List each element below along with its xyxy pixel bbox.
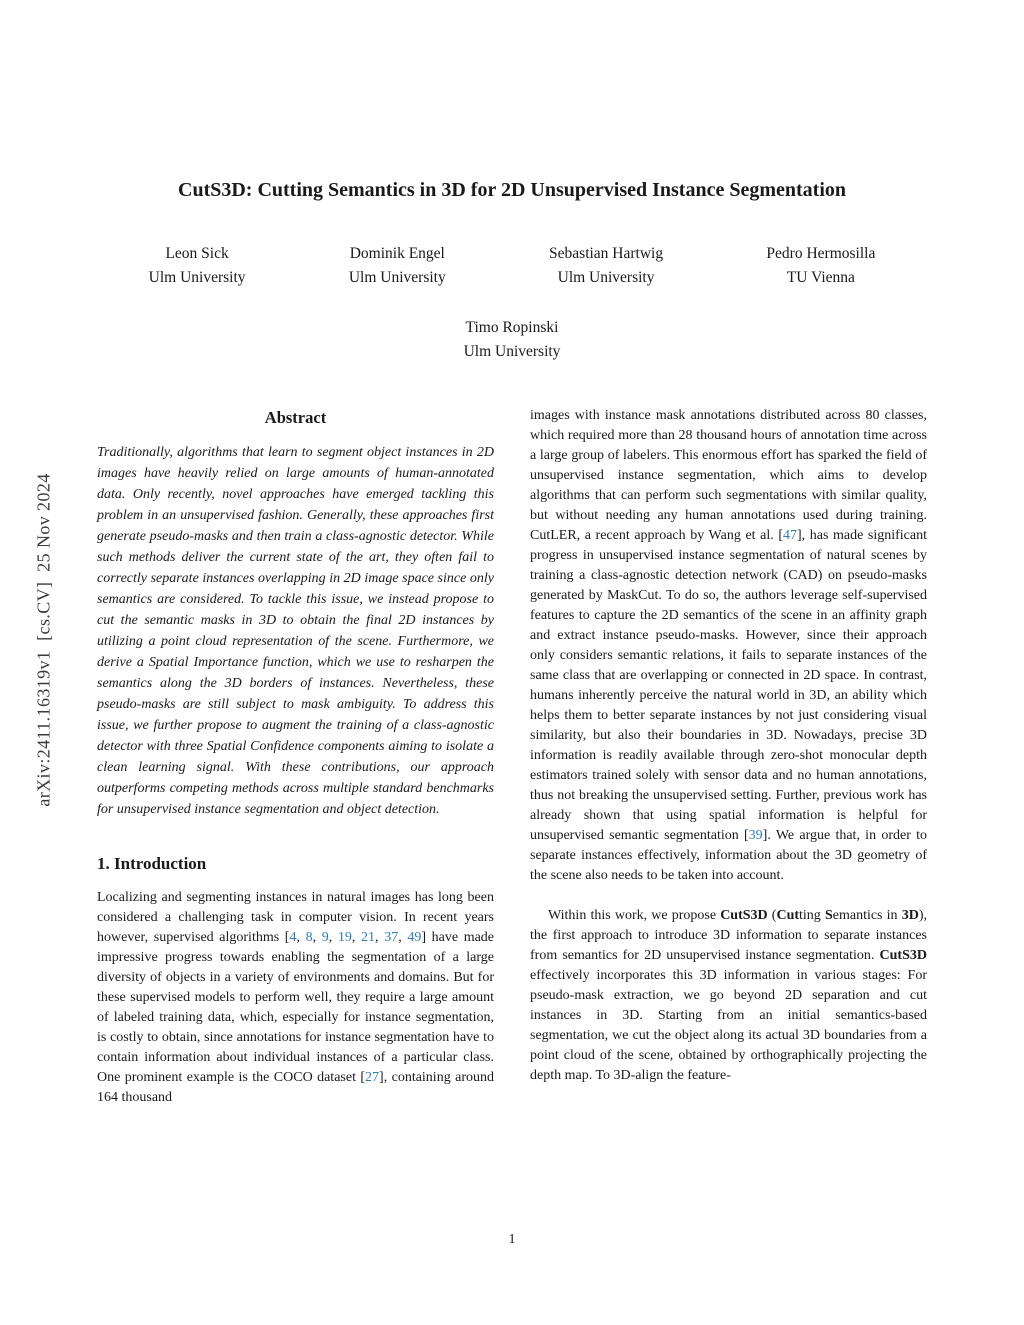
paper-title: CutS3D: Cutting Semantics in 3D for 2D Unsupervised Instance Segmentation [178,179,846,201]
author-name: Sebastian Hartwig [549,245,664,262]
author-entry [464,316,561,364]
citation-link[interactable]: 47 [783,528,797,543]
page-number: 1 [508,1232,516,1247]
text-segment: ]. We argue that, in order to separate instances effectively, information about the 3D geometry of the scene also needs to be taken into account. [530,828,927,883]
body-paragraph [530,406,927,886]
citation-link[interactable]: 27 [365,1070,380,1085]
text-segment: , [312,930,322,945]
two-column-body [97,406,927,1108]
abstract-text: Traditionally, algorithms that learn to segment object instances in 2D images have heavily relied on large amounts of human-annotated data. Only recently, novel approaches have emerged tackling this problem in an unsupervised fashion. Generally, these approaches first generate pseudo-masks and then train a class-agnostic detector. While such methods deliver the current state of the art, they often fail to correctly separate instances overlapping in 2D image space since only semantics are considered. To tackle this issue, we instead propose to cut the semantic masks in 3D to obtain the final 2D instances by utilizing a point cloud representation of the scene. Furthermore, we derive a Spatial Importance function, which we use to resharpen the semantics along the 3D borders of instances. Nevertheless, these pseudo-masks are still subject to mask ambiguity. To address this issue, we further propose to augment the training of a class-agnostic detector with three Spatial Confidence components aiming to isolate a clean learning signal. With these contributions, our approach outperforms competing methods across multiple standard benchmarks for unsupervised instance segmentation and object detection. [97,445,494,817]
author-name: Leon Sick [165,245,229,262]
text-segment: ( [767,908,777,923]
author-entry [766,242,875,290]
citation-link[interactable]: 19 [337,930,352,945]
paper-content [97,178,927,1108]
text-segment: 3D [901,908,919,923]
text-segment: ), the first approach to introduce 3D information to separate instances from semantics for 2D unsupervised instance segmentation. [530,908,927,963]
author-name: Dominik Engel [349,245,445,262]
text-segment: S [824,908,833,923]
text-segment: , [398,930,408,945]
text-segment: , [351,930,362,945]
left-column [97,406,494,1108]
text-segment: Within this work, we propose [548,908,721,923]
text-segment: effectively incorporates this 3D information in various stages: For pseudo-mask extraction, we go beyond 2D separation and cut instances in 3D. Starting from an initial semantics-based segmentation, we cut the object along its actual 3D boundaries from a point cloud of the scene, obtained by orthographically projecting the depth map. To 3D-align the feature- [530,968,927,1083]
text-segment: , [328,930,338,945]
author-block-row2 [97,316,927,364]
text-segment: ], containing around 164 thousand [97,1070,494,1105]
text-segment: emantics in [832,908,902,923]
text-segment: , [296,930,306,945]
text-segment: , [375,930,385,945]
text-segment: ting [799,908,825,923]
text-segment: CutS3D [720,908,768,923]
author-affiliation: Ulm University [348,269,446,286]
citation-link[interactable]: 4 [289,930,297,945]
right-column [530,406,927,1108]
citation-link[interactable]: 21 [361,930,376,945]
author-block-row1 [97,242,927,290]
author-affiliation: Ulm University [463,343,561,360]
text-segment: Localizing and segmenting instances in natural images has long been considered a challenging task in computer vision. In recent years however, supervised algorithms [ [97,890,494,945]
arxiv-watermark: arXiv:2411.16319v1 [cs.CV] 25 Nov 2024 [33,473,54,807]
abstract-heading: Abstract [264,408,327,427]
text-segment: CutS3D [879,948,927,963]
author-name: Pedro Hermosilla [766,245,876,262]
author-name: Timo Ropinski [465,319,559,336]
author-entry [349,242,446,290]
section-heading-introduction: 1. Introduction [97,854,207,873]
text-segment: Cut [776,908,800,923]
body-paragraph [530,906,927,1086]
author-affiliation: TU Vienna [786,269,855,286]
intro-paragraph [97,888,494,1108]
text-segment: images with instance mask annotations distributed across 80 classes, which required more than 28 thousand hours of annotation time across a large group of labelers. This enormous effort has sparked the field of unsupervised instance segmentation, which aims to develop algorithms that can perform such segmentations with similar quality, but without needing any human annotations used during training. CutLER, a recent approach by Wang et al. [ [530,408,927,543]
author-entry [549,242,663,290]
author-affiliation: Ulm University [557,269,655,286]
citation-link[interactable]: 37 [384,930,399,945]
citation-link[interactable]: 39 [748,828,763,843]
text-segment: ] have made impressive progress towards enabling the segmentation of a large diversity of objects in a variety of environments and domains. But for these supervised models to perform well, they require a large amount of labeled training data, which, especially for instance segmentation, is costly to obtain, since annotations for instance segmentation have to contain information about individual instances of a particular class. One prominent example is the COCO dataset [ [97,930,495,1085]
author-entry [149,242,246,290]
text-segment: ], has made significant progress in unsupervised instance segmentation of natural scenes by training a class-agnostic detection network (CAD) on pseudo-masks generated by MaskCut. To do so, the authors leverage self-supervised features to capture the 2D semantics of the scene in an affinity graph and extract instance pseudo-masks. However, since their approach only considers semantic relations, it fails to separate instances of the same class that are overlapping or connected in 2D space. In contrast, humans inherently perceive the natural world in 3D, an ability which helps them to better separate instances by not just considering visual similarity, but also their boundaries in 3D. Nowadays, precise 3D information is readily available through zero-shot monocular depth estimators trained solely with sensor data and no human annotations, thus not breaking the unsupervised setting. Further, previous work has already shown that using spatial information is helpful for unsupervised semantic segmentation [ [530,528,927,843]
author-affiliation: Ulm University [148,269,246,286]
citation-link[interactable]: 9 [321,930,329,945]
citation-link[interactable]: 49 [407,930,422,945]
citation-link[interactable]: 8 [305,930,313,945]
